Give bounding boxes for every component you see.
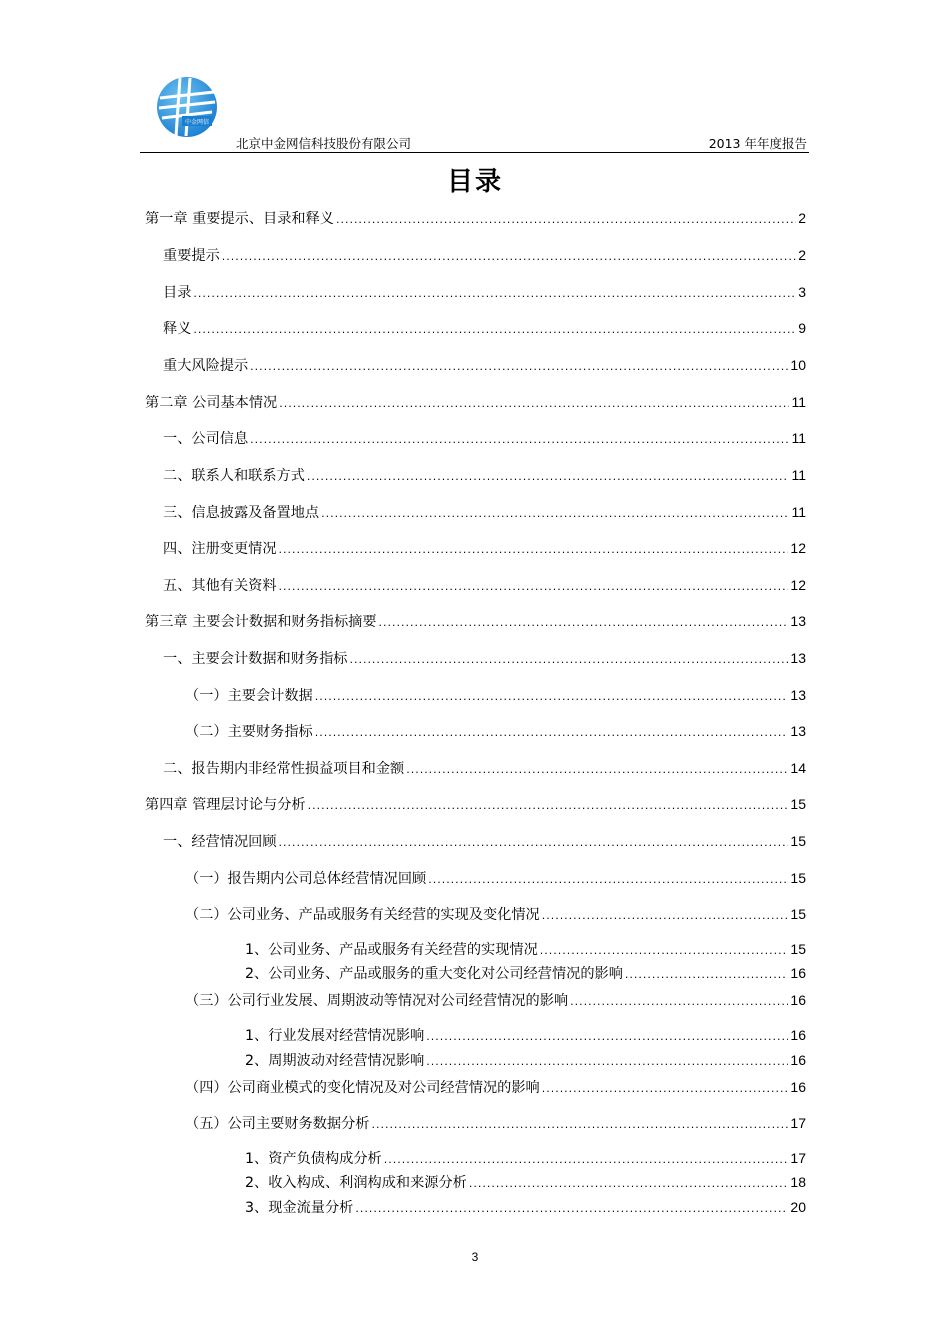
page-title: 目录 (446, 167, 503, 197)
toc-entry[interactable]: 目录 ..... 3 (163, 282, 806, 304)
toc-entry[interactable]: 五、其他有关资料 ..... 12 (163, 575, 806, 597)
toc-entry[interactable]: 释义 ..... 9 (163, 318, 806, 340)
toc-entry[interactable]: 1、资产负债构成分析 ..... 17 (245, 1148, 806, 1170)
toc-entry[interactable]: 四、注册变更情况 ..... 12 (163, 538, 806, 560)
toc-entry[interactable]: 2、周期波动对经营情况影响 ..... 16 (245, 1050, 806, 1072)
toc-entry[interactable]: （四）公司商业模式的变化情况及对公司经营情况的影响 ..... 16 (185, 1077, 806, 1099)
toc-entry[interactable]: 1、公司业务、产品或服务有关经营的实现情况 ..... 15 (245, 939, 806, 961)
toc-entry[interactable]: 三、信息披露及备置地点 ..... 11 (163, 502, 806, 524)
toc-entry[interactable]: 2、公司业务、产品或服务的重大变化对公司经营情况的影响 ..... 16 (245, 963, 806, 985)
toc-entry[interactable]: 重要提示 ..... 2 (163, 245, 806, 267)
toc-entry[interactable]: 3、现金流量分析 ..... 20 (245, 1197, 806, 1219)
toc-entry[interactable]: （二）主要财务指标 ..... 13 (185, 721, 806, 743)
page-number: 3 (471, 1250, 479, 1264)
toc-entry[interactable]: （一）主要会计数据 ..... 13 (185, 685, 806, 707)
toc-entry[interactable]: 1、行业发展对经营情况影响 ..... 16 (245, 1025, 806, 1047)
toc-entry[interactable]: 重大风险提示 ..... 10 (163, 355, 806, 377)
toc-entry[interactable]: 二、联系人和联系方式 ..... 11 (163, 465, 806, 487)
toc-entry[interactable]: 一、主要会计数据和财务指标 ..... 13 (163, 648, 806, 670)
header-divider (140, 152, 809, 153)
header-company-name: 北京中金网信科技股份有限公司 (236, 136, 412, 151)
toc-entry-chapter-1[interactable]: 第一章 重要提示、目录和释义 ..... 2 (145, 208, 806, 230)
header-report-year: 2013 年年度报告 (708, 136, 807, 151)
toc-entry[interactable]: （二）公司业务、产品或服务有关经营的实现及变化情况 ..... 15 (185, 904, 806, 926)
company-logo (156, 76, 218, 138)
toc-entry[interactable]: （一）报告期内公司总体经营情况回顾 ..... 15 (185, 868, 806, 890)
toc-entry-chapter-3[interactable]: 第三章 主要会计数据和财务指标摘要 ..... 13 (145, 611, 806, 633)
toc-entry[interactable]: （五）公司主要财务数据分析 ..... 17 (185, 1113, 806, 1135)
toc-entry-chapter-4[interactable]: 第四章 管理层讨论与分析 ..... 15 (145, 794, 806, 816)
toc-entry-chapter-2[interactable]: 第二章 公司基本情况 ..... 11 (145, 392, 806, 414)
logo-text: 中金网信 (184, 119, 210, 126)
toc-entry[interactable]: （三）公司行业发展、周期波动等情况对公司经营情况的影响 ..... 16 (185, 990, 806, 1012)
toc-entry[interactable]: 二、报告期内非经常性损益项目和金额 ..... 14 (163, 758, 806, 780)
toc-entry[interactable]: 一、经营情况回顾 ..... 15 (163, 831, 806, 853)
toc-entry[interactable]: 2、收入构成、利润构成和来源分析 ..... 18 (245, 1172, 806, 1194)
toc-entry[interactable]: 一、公司信息 ..... 11 (163, 428, 806, 450)
